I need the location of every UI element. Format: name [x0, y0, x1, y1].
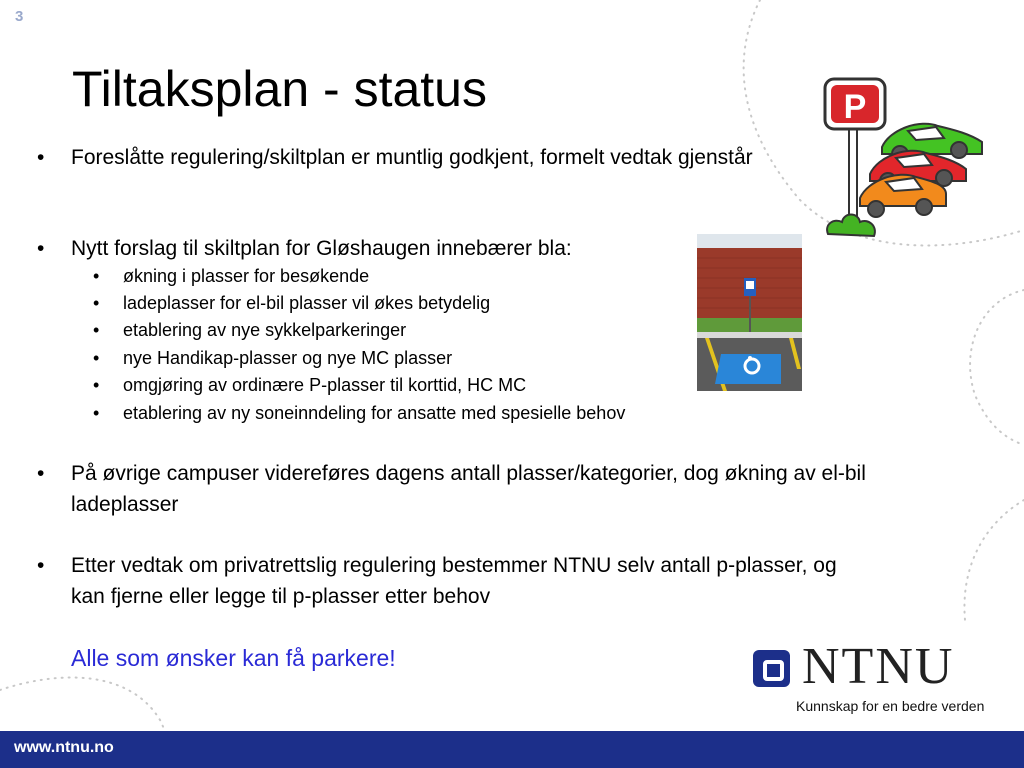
handicap-parking-photo — [697, 234, 802, 391]
sub-bullet: • omgjøring av ordinære P-plasser til korttid, HC MC — [123, 374, 526, 396]
sub-bullet: • ladeplasser for el-bil plasser vil økes betydelig — [123, 292, 490, 314]
ntnu-logo — [750, 638, 970, 695]
parking-clipart — [820, 74, 992, 246]
sub-bullet: • etablering av nye sykkelparkeringer — [123, 319, 406, 341]
sub-bullet: • nye Handikap-plasser og nye MC plasser — [123, 347, 452, 369]
slide-number: 3 — [15, 8, 24, 25]
footer-bar — [0, 731, 1024, 768]
footer-url-link[interactable]: www.ntnu.no — [14, 739, 114, 756]
slide-title: Tiltaksplan - status — [72, 61, 487, 117]
sub-bullet: • etablering av ny soneinndeling for ansatte med spesielle behov — [123, 402, 625, 424]
sub-bullet: • økning i plasser for besøkende — [123, 265, 369, 287]
highlight-text: Alle som ønsker kan få parkere! — [71, 645, 396, 671]
bullet-other-campuses: • På øvrige campuser videreføres dagens antall plasser/kategorier, dog økning av el-bil ladeplasser — [71, 458, 871, 520]
parking-sign-letter: P — [843, 88, 867, 126]
bullet-private-regulation: • Etter vedtak om privatrettslig regulering bestemmer NTNU selv antall p-plasser, og kan fjerne eller legge til p-plasser etter behov — [71, 550, 871, 612]
bullet-new-sign-plan: • Nytt forslag til skiltplan for Gløshaugen innebærer bla: — [71, 233, 871, 264]
ntnu-tagline: Kunnskap for en bedre verden — [796, 698, 985, 714]
ntnu-wordmark: NTNU — [802, 638, 955, 695]
ntnu-logo-mark — [753, 650, 790, 687]
bullet-approval-status: • Foreslåtte regulering/skiltplan er muntlig godkjent, formelt vedtak gjenstår — [71, 142, 871, 173]
